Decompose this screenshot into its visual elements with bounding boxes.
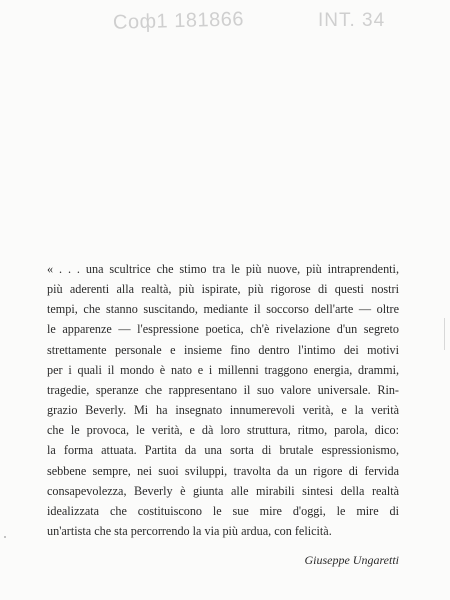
quote-line: strettamente personale e insieme fino dentro l'intimo dei motivi	[47, 342, 399, 357]
inventory-annotation: INT. 34	[318, 10, 386, 31]
quote-line: tempi, che stanno suscitando, mediante il soccorso dell'arte — oltre	[47, 302, 399, 317]
quote-author: Giuseppe Ungaretti	[304, 553, 399, 567]
scan-edge-mark	[444, 318, 445, 350]
quote-line: un'artista che sta percorrendo la via più ardua, con felicità.	[47, 524, 332, 539]
quote-paragraph	[47, 259, 399, 541]
quote-line: consapevolezza, Beverly è giunta alle mirabili sintesi della realtà	[47, 483, 399, 498]
quote-line: più aderenti alla realtà, più ispirate, più rigorose di questi nostri	[47, 282, 399, 297]
quote-line: che le provoca, le verità, e dà loro struttura, ritmo, parola, dico:	[47, 423, 399, 438]
archive-code-annotation: Coф1 181866	[112, 8, 245, 34]
quote-line: tragedie, speranze che rappresentano il suo valore universale. Rin-	[47, 382, 399, 397]
quote-line: le apparenze — l'espressione poetica, ch'è rivelazione d'un segreto	[47, 322, 399, 337]
quote-line: sebbene sempre, nei suoi sviluppi, travolta da un rigore di fervida	[47, 463, 399, 478]
quote-line: per i quali il mondo è nato e i millenni traggono energia, drammi,	[47, 362, 399, 377]
quote-line: « . . . una scultrice che stimo tra le più nuove, più intraprendenti,	[47, 262, 399, 276]
quote-line: la forma attuata. Partita da una sorta di brutale espressionismo,	[47, 443, 399, 458]
quote-line: idealizzata che costituiscono le sue mire d'oggi, le mire di	[47, 503, 399, 518]
quote-line: grazio Beverly. Mi ha insegnato innumerevoli verità, e la verità	[47, 403, 399, 418]
scan-dot-mark	[4, 536, 6, 538]
